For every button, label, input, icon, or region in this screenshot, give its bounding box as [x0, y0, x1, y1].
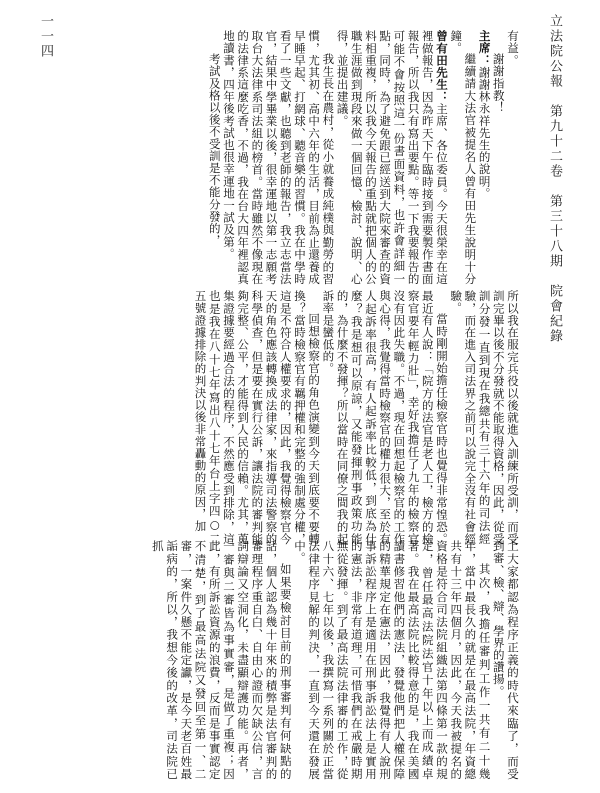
paragraph: [449, 290, 520, 545]
paragraph: [222, 30, 336, 285]
speaker-name: 主席：: [477, 30, 492, 67]
text-tier-top: [80, 30, 520, 285]
paragraph-text: 我生長在農村，從小就養成純樸與勤勞的習慣，尤其初、高中六年的生活，目前為止還養成早睡早起、打網球、聽音樂的習慣。我在中學時看了一些文獻，也聽到老師的報告，我立志當法官，結果中學畢業以後，很幸運地以第一志願考取台大法律系司法組的榜首。當時雖然不像現在的法律系這麼吃香，不過，我在台大四年裡認真地讀書，四年後考試也很幸運地一試及第。: [221, 30, 336, 285]
page-header: 立法院公報 第九十二卷 第三十八期 院會紀錄: [547, 14, 562, 344]
paragraph: [193, 290, 321, 545]
paragraph-text: 如果要檢討目前的刑事審判有何缺點的話，個人認為幾十年來的積弊是法官審判的審理程序重自白、自由心證而欠缺公信，言詞辯論又空洞化，未盡顯辯護功能。再者，一審與二審皆為事實審，是做了重複；因此，有所訴訟資源的浪費，反而是事實認定不清楚，到了最高法院又發回至第一、二審，一案件久懸不能定讞，是今天老百姓最詬病的，所以，我想今後的改革，司法院已抓: [150, 540, 293, 780]
paragraph-text: 謝謝指教！: [491, 53, 506, 114]
paragraph-text: 考試及格以後不受訓是不能分發的，: [207, 53, 222, 247]
paragraph: [492, 540, 520, 780]
paragraph: [506, 30, 520, 285]
text-tier-middle: [80, 290, 520, 545]
paragraph: [449, 30, 477, 285]
paragraph: [293, 540, 492, 780]
paragraph: [492, 30, 506, 285]
paragraph-text: 當時剛開始擔任檢察官時也覺得非常惶恐。最近有人說：「院方的法官是老人工，檢方的檢察官要年輕力壯」，幸好我擔任了九年的檢察官沒有因此失職。不過，現在回想起檢察官的工作與心得，我覺得當時檢察官的權力很大，至於有人起訴率很高，有人起訴率比較低，到底為什麼？我是想可以原諒，又能發揮刑事政策功能的，為什麼不發揮？所以當時在同僚之間我的起訴率是蠻低的。: [321, 290, 449, 545]
paragraph-text: 回想檢察官的角色演變到今天到底要不要轉換？當時檢察官有羈押權和完整的強制處分權，這是不符合人權要求的，因此，我覺得檢察官今天的角色應該轉換成法律家，來指導司法警察的科學偵查，但是要在實行公訴，讓法院的審判能夠完整、公平，才能得到人民的信賴。尤其，蒐集證據要經過合法的程序，不然應受到排除，這也是我在八十七年寫出八十七年台上字四○二五號證據排除的判決以後非常轟動的原因，加: [193, 290, 322, 545]
page-number: 一一四: [38, 14, 53, 59]
paragraph-text: 上大家都認為程序正義的時代來臨了，而受到審、檢、辯、學界的讚揚。: [491, 540, 520, 780]
paragraph: [208, 30, 222, 285]
paragraph: [151, 540, 293, 780]
paragraph-text: 有益。: [506, 30, 520, 67]
speaker-name: 曾有田先生：: [434, 30, 449, 103]
speaker-paragraph: [335, 30, 449, 285]
text-tier-bottom: [80, 540, 520, 780]
speaker-paragraph: [477, 30, 491, 285]
paragraph-text: 謝謝林永祥先生的說明。: [477, 66, 492, 200]
paragraph-text: 主席、各位委員。今天很榮幸在這裡做報告，因為昨天下午臨時接到需要製作書面報告，所以我只有寫出要點。等一下我要報告的可能不會按照這一份書面資料，也許會詳細一點，同時，為了避免跟已經送到大院來審查的資料相重複，所以我今天報告的重點就把個人的公職生涯做到現段來做一個回憶、檢討、說明、心得，並提出建議。: [335, 30, 449, 285]
paragraph: [321, 290, 449, 545]
paragraph-text: 繼續請大法官被提名人曾有田先生說明十分鐘。: [449, 30, 478, 285]
paragraph-text: 其次，我擔任審判工作一共有二十幾年，當中最長久的就是在最高法院，年資總共有十三年四個月，因此，今天我被提名的資格是符合司法院組織法第四條第一款的規定，曾任最高法院法官十年以上而成績卓著。我在最高法院比較得意的是，我在美國讀書修習他們的憲法，發覺他們把人權保障的精華規定在憲法，因此，我覺得有人說刑事訴訟程序上是適用在刑事訴訟法上是實用的憲法，非常有道理，可惜我們在戒嚴時期無從發揮。到了最高法院法律審的工作，從八十六、七年以後，我撰寫一系列關於正當法律程序見解的判決，一直到今天還在發展中。: [292, 540, 492, 780]
paragraph-text: 所以我在服完兵役以後就進入訓練所受訓，而受訓完畢以後不分發就不能取得資格，因此，從受訓分發一直到現在我總共有三十六年的司法經驗，而在進入司法界之前可以說完全沒有社會經驗。: [449, 290, 520, 545]
